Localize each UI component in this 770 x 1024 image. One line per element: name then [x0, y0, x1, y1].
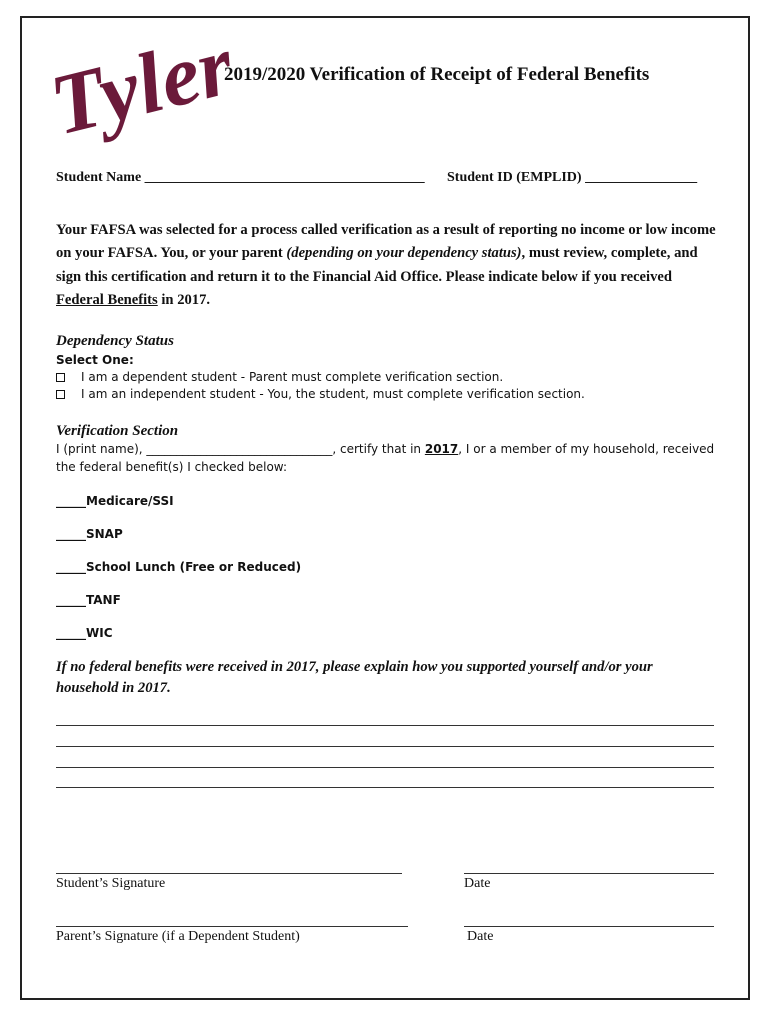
intro-text-italic: (depending on your dependency status) — [286, 245, 522, 262]
dependent-checkbox[interactable] — [56, 373, 65, 382]
explanation-line-4[interactable] — [56, 787, 714, 788]
student-name-label: Student Name — [56, 170, 142, 185]
student-id-blank[interactable]: ________________ — [585, 170, 698, 185]
student-date-label: Date — [464, 876, 491, 891]
verification-text-1: I (print name), _______________________________, certify that in — [56, 442, 425, 456]
independent-option-label: I am an independent student - You, the student, must complete verification section. — [81, 387, 585, 401]
explanation-line-1[interactable] — [56, 725, 714, 726]
intro-text-3: in 2017. — [157, 292, 211, 309]
independent-checkbox[interactable] — [56, 390, 65, 399]
benefit-school-lunch[interactable]: _____School Lunch (Free or Reduced) — [56, 560, 302, 574]
benefit-snap[interactable]: _____SNAP — [56, 527, 123, 541]
parent-date-label: Date — [467, 929, 494, 944]
verification-heading: Verification Section — [56, 423, 179, 439]
dependency-heading: Dependency Status — [56, 333, 174, 349]
verification-statement — [56, 441, 726, 476]
verification-year: 2017 — [424, 442, 459, 456]
independent-option[interactable] — [56, 386, 585, 403]
intro-federal-benefits: Federal Benefits — [56, 292, 158, 309]
student-signature-label: Student’s Signature — [56, 876, 166, 891]
student-name-blank[interactable]: ________________________________________ — [144, 170, 425, 185]
student-date-line[interactable] — [464, 873, 714, 874]
tyler-logo — [41, 16, 243, 159]
logo-text: Tyler — [41, 16, 243, 154]
intro-text-2: , must review, complete, and sign this certification and return it to the Financial Aid Office. Please indicate below if you received — [56, 245, 698, 285]
form-page — [20, 16, 750, 1000]
student-name-field[interactable] — [56, 170, 425, 186]
parent-signature-line[interactable] — [56, 926, 408, 927]
dependent-option-label: I am a dependent student - Parent must complete verification section. — [81, 370, 504, 384]
parent-signature-label: Parent’s Signature (if a Dependent Student) — [56, 929, 300, 944]
student-id-label: Student ID (EMPLID) — [447, 170, 582, 185]
explanation-prompt: If no federal benefits were received in 2017, please explain how you supported yourself and/or your household in 2017. — [56, 659, 653, 696]
intro-text-1: Your FAFSA was selected for a process called verification as a result of reporting no income or low income on your FAFSA. You, or your parent — [56, 222, 716, 262]
benefit-wic[interactable]: _____WIC — [56, 626, 113, 640]
explanation-line-2[interactable] — [56, 746, 714, 747]
intro-paragraph — [56, 219, 716, 313]
page-title: 2019/2020 Verification of Receipt of Federal Benefits — [224, 64, 650, 85]
parent-date-line[interactable] — [464, 926, 714, 927]
explanation-line-3[interactable] — [56, 767, 714, 768]
verification-text-2: , I or a member of my household, received the federal benefit(s) I checked below: — [56, 442, 715, 474]
dependent-option[interactable] — [56, 369, 503, 386]
student-signature-line[interactable] — [56, 873, 402, 874]
student-id-field[interactable] — [447, 170, 697, 186]
select-one-label: Select One: — [56, 353, 134, 367]
benefit-tanf[interactable]: _____TANF — [56, 593, 121, 607]
benefit-medicare-ssi[interactable]: _____Medicare/SSI — [56, 494, 174, 508]
